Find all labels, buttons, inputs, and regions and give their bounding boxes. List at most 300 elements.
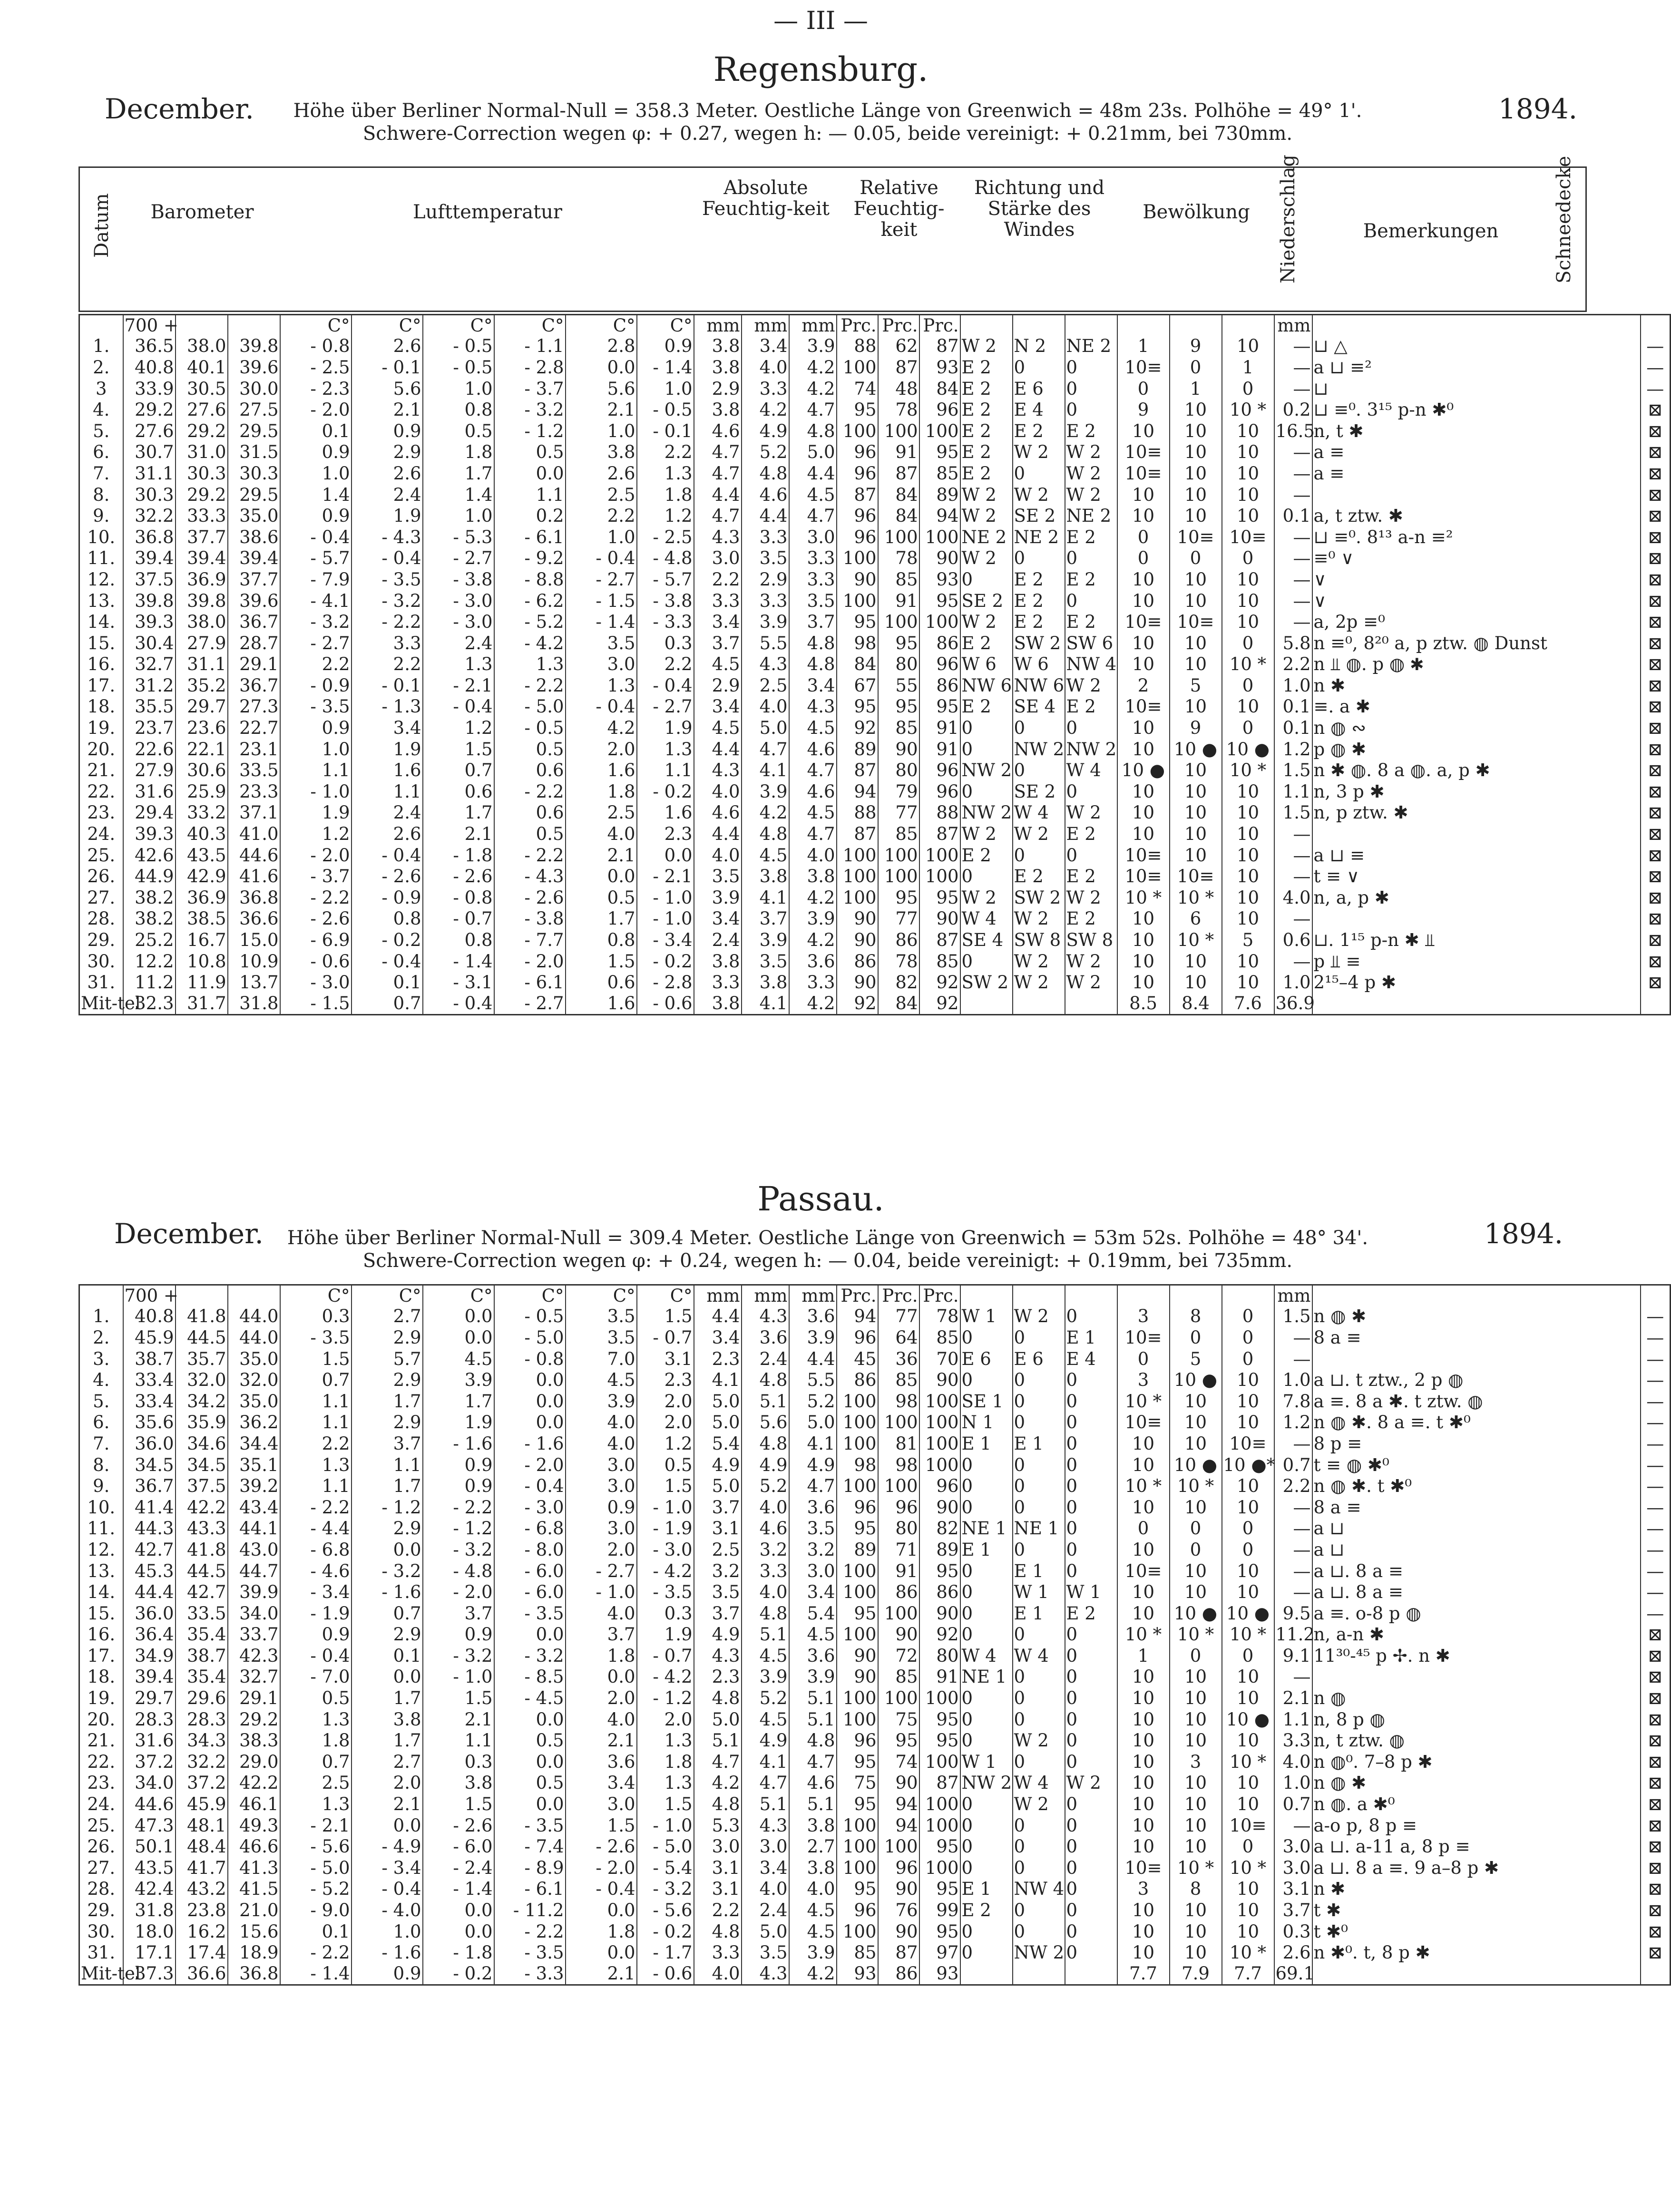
table-cell: 93 [837,1964,878,1985]
table-cell: 100 [878,1476,919,1497]
table-cell: — [1274,1666,1312,1688]
table-cell: p ⫫ ≡ [1312,951,1641,972]
table-cell: - 2.2 [494,781,566,803]
table-cell: 30.7 [123,442,176,463]
table-cell: 4.6 [789,1773,837,1794]
table-cell: 0 [1065,1666,1117,1688]
data-table-regensburg [78,314,1671,1015]
table-cell: 10 [1117,1454,1170,1476]
table-cell: 31.5 [228,442,280,463]
table-cell: 1.0 [280,463,352,485]
table-cell: 77 [878,1306,919,1327]
table-cell: 0 [1065,1518,1117,1540]
table-cell: 95 [878,887,919,909]
table-cell: E 6 [1013,1348,1065,1370]
table-cell: - 3.2 [280,612,352,633]
table-cell: 96 [878,1858,919,1879]
table-cell: 5.0 [694,1412,742,1433]
table-cell: 10 ● [1117,760,1170,781]
table-cell: 3.8 [742,972,789,994]
table-cell: 28.3 [123,1709,176,1730]
table-cell: 41.8 [176,1306,228,1327]
table-cell: 10.8 [176,951,228,972]
table-cell: E 2 [960,357,1013,379]
table-cell: 1.1 [423,1730,494,1752]
table-cell: 4.2 [789,994,837,1015]
table-cell: E 2 [960,845,1013,866]
table-row [79,1666,1671,1688]
table-cell: 33.4 [123,1391,176,1412]
table-cell: - 1.4 [566,612,637,633]
table-cell: 10 [1117,908,1170,930]
table-cell: E 2 [960,420,1013,442]
table-cell: 90 [878,1879,919,1900]
table-cell: 34.0 [228,1603,280,1624]
table-cell: 2. [79,357,123,379]
table-cell: 1.9 [352,506,423,527]
table-cell: 10 [1170,1391,1222,1412]
table-cell: - 3.8 [637,590,694,612]
table-cell: - 1.2 [352,1497,423,1518]
table-cell: 4.7 [789,400,837,421]
table-cell: 35.4 [176,1624,228,1646]
table-cell: - 4.2 [494,633,566,654]
table-cell: 87 [878,357,919,379]
table-cell: 43.5 [123,1858,176,1879]
table-cell: 48.1 [176,1815,228,1836]
table-row [79,336,1671,357]
table-cell: 10 [1170,1497,1222,1518]
table-cell: SW 2 [960,972,1013,994]
table-cell: 44.0 [228,1306,280,1327]
table-cell: W 2 [1065,972,1117,994]
table-cell [1222,315,1274,336]
table-cell: ⊠ [1641,1624,1671,1646]
table-cell: 7.7 [1117,1964,1170,1985]
table-cell: - 6.2 [494,590,566,612]
table-cell: 3.5 [566,633,637,654]
table-cell: 10 * [1170,887,1222,909]
table-cell: 45.9 [123,1327,176,1349]
table-cell: 4.0 [694,1964,742,1985]
table-cell: 2.4 [423,633,494,654]
table-cell: 100 [837,420,878,442]
header-bemerkungen: Bemerkungen [1363,220,1499,242]
table-cell: - 5.0 [280,1858,352,1879]
table-cell: 40.3 [176,824,228,845]
table-cell: 100 [919,612,960,633]
table-cell: 82 [919,1518,960,1540]
table-cell: 1.8 [566,1921,637,1942]
table-cell: 1.3 [494,654,566,675]
table-cell: SW 8 [1065,930,1117,951]
table-cell: 41.3 [228,1858,280,1879]
table-cell: 3.8 [742,866,789,887]
table-cell: - 1.4 [280,1964,352,1985]
table-cell: 36 [878,1348,919,1370]
table-cell: - 2.7 [566,569,637,591]
table-cell: 4.7 [694,1752,742,1773]
table-row [79,1921,1671,1942]
table-cell: 90 [919,908,960,930]
table-cell: 0.9 [423,1624,494,1646]
table-cell: 700 + [123,315,176,336]
table-cell: - 2.6 [423,866,494,887]
table-cell: 3.4 [566,1773,637,1794]
table-cell: 1.3 [280,1454,352,1476]
table-cell: 2.2 [637,442,694,463]
table-row [79,739,1671,760]
table-cell: — [1641,357,1671,379]
table-cell: 0.0 [423,1327,494,1349]
table-cell: 10 * [1117,1391,1170,1412]
table-cell: - 0.7 [637,1646,694,1667]
table-cell: ⊠ [1641,1836,1671,1858]
table-cell: 4.1 [742,760,789,781]
table-cell: 7.7 [1222,1964,1274,1985]
table-cell: a ⊔ [1312,1540,1641,1561]
table-cell: - 4.2 [637,1560,694,1582]
table-cell: 0.9 [423,1476,494,1497]
table-cell: 3.7 [694,1497,742,1518]
table-cell: 0.2 [494,506,566,527]
table-cell: ⊠ [1641,1709,1671,1730]
table-cell: — [1641,1412,1671,1433]
table-cell: 3.1 [694,1879,742,1900]
table-cell: 31.7 [176,994,228,1015]
table-cell: 1.8 [637,1752,694,1773]
table-cell: 0.5 [566,887,637,909]
table-cell: - 0.2 [637,951,694,972]
table-row [79,1836,1671,1858]
table-cell: — [1274,569,1312,591]
table-cell: mm [789,1285,837,1306]
table-cell: 47.3 [123,1815,176,1836]
table-cell: 43.3 [176,1518,228,1540]
table-cell: 1.6 [566,760,637,781]
table-cell: 0.0 [423,1306,494,1327]
table-cell: 3.3 [694,590,742,612]
table-cell: SW 2 [1013,887,1065,909]
table-cell: 95 [919,442,960,463]
table-cell: 10 [1222,887,1274,909]
table-cell: 0 [960,1497,1013,1518]
table-cell: - 0.8 [494,1348,566,1370]
table-cell: 0 [1065,548,1117,569]
table-cell: E 2 [960,463,1013,485]
table-cell: 2.9 [742,569,789,591]
table-cell: 3.3 [789,569,837,591]
table-cell: 4.2 [742,400,789,421]
table-cell: 41.4 [123,1497,176,1518]
table-cell: - 0.1 [637,420,694,442]
table-cell: - 0.4 [423,994,494,1015]
table-cell: 32.7 [228,1666,280,1688]
table-cell: 0 [960,1836,1013,1858]
table-cell: 22.6 [123,739,176,760]
table-cell: 91 [878,442,919,463]
table-cell: 4.3 [694,760,742,781]
table-cell: 36.0 [123,1603,176,1624]
table-cell: 17.4 [176,1942,228,1964]
table-cell: a ⊔ [1312,1518,1641,1540]
table-cell: 88 [837,802,878,824]
table-cell: — [1274,590,1312,612]
table-cell: 10 [1222,1879,1274,1900]
table-cell: NW 2 [1013,1942,1065,1964]
table-cell [1312,1348,1641,1370]
table-cell: 3.0 [694,1836,742,1858]
table-row [79,908,1671,930]
table-cell: 0.1 [1274,718,1312,739]
table-cell: 10 [1222,696,1274,718]
table-cell: W 6 [960,654,1013,675]
table-cell: 24. [79,824,123,845]
table-cell: - 6.1 [494,526,566,548]
table-cell: E 1 [1013,1603,1065,1624]
table-cell: 3.9 [742,612,789,633]
table-cell [1170,1285,1222,1306]
table-cell [1117,1285,1170,1306]
table-cell [79,1285,123,1306]
table-cell: 10 [1222,420,1274,442]
table-cell: SE 4 [1013,696,1065,718]
table-cell: 0 [1065,1454,1117,1476]
table-cell: 0 [960,569,1013,591]
table-cell: 90 [919,1497,960,1518]
table-cell: 29.5 [228,420,280,442]
table-row [79,930,1671,951]
table-row [79,612,1671,633]
table-cell: 0.0 [352,1540,423,1561]
table-cell: 5.0 [694,1391,742,1412]
table-cell: 0 [1065,590,1117,612]
table-cell: 10 [1170,1560,1222,1582]
table-cell: 5.2 [742,1476,789,1497]
table-cell: C° [423,315,494,336]
table-cell: ⊠ [1641,590,1671,612]
table-cell: 0 [1222,1540,1274,1561]
table-cell: 91 [919,739,960,760]
table-cell: 4.7 [789,1752,837,1773]
table-cell: 13. [79,590,123,612]
table-cell: 93 [919,569,960,591]
table-cell: - 2.7 [637,696,694,718]
table-cell: 10 [1170,802,1222,824]
table-cell: 1.5 [423,1794,494,1815]
table-cell: NW 6 [960,675,1013,697]
table-cell: 95 [878,633,919,654]
table-cell: ⊠ [1641,1858,1671,1879]
table-cell: - 1.0 [637,908,694,930]
table-cell: 0 [1013,845,1065,866]
table-cell: - 3.4 [352,1858,423,1879]
table-cell: - 3.0 [423,612,494,633]
table-cell: 100 [878,1688,919,1709]
table-cell: 25. [79,845,123,866]
table-cell: 10 [1222,336,1274,357]
table-cell: 41.5 [228,1879,280,1900]
table-row [79,1497,1671,1518]
table-row [79,1624,1671,1646]
table-row [79,802,1671,824]
table-cell: - 2.2 [352,612,423,633]
table-cell: 10 [1117,420,1170,442]
table-row [79,1370,1671,1391]
table-cell: - 0.6 [637,994,694,1015]
table-cell: 3 [1117,1879,1170,1900]
table-cell: ⊠ [1641,845,1671,866]
table-cell: 0 [1222,718,1274,739]
table-row [79,760,1671,781]
table-cell: - 3.2 [423,1540,494,1561]
table-cell: — [1274,1348,1312,1370]
table-cell: 13. [79,1560,123,1582]
table-cell: 3.3 [789,972,837,994]
table-cell: 35.2 [176,675,228,697]
table-cell: 2.0 [566,1688,637,1709]
table-cell: - 3.8 [423,569,494,591]
table-cell: 0 [1222,378,1274,400]
table-cell: NW 2 [960,1773,1013,1794]
table-cell: 10 [1170,1582,1222,1603]
table-cell: W 1 [1013,1582,1065,1603]
table-cell: — [1274,1327,1312,1349]
table-cell: 4.8 [694,1794,742,1815]
table-cell: 3.5 [566,1306,637,1327]
table-cell: - 4.3 [494,866,566,887]
table-cell: 41.0 [228,824,280,845]
table-cell: 69.1 [1274,1964,1312,1985]
table-cell: 0 [1013,463,1065,485]
table-cell: 96 [837,442,878,463]
table-cell: 4.8 [694,1921,742,1942]
table-cell: 4.7 [789,1476,837,1497]
table-cell: 42.6 [123,845,176,866]
table-cell: 0.8 [423,930,494,951]
table-cell: 6. [79,442,123,463]
table-cell: 4.0 [742,1879,789,1900]
table-cell: 5.1 [742,1794,789,1815]
table-cell: W 4 [960,1646,1013,1667]
table-cell: - 4.8 [423,1560,494,1582]
table-cell: 0.0 [566,1942,637,1964]
table-cell: n ◍ ✱ [1312,1306,1641,1327]
table-cell: 96 [919,1476,960,1497]
table-cell: 10 [1170,1730,1222,1752]
table-cell: W 1 [960,1306,1013,1327]
table-cell: 3.9 [789,908,837,930]
table-cell: - 4.4 [280,1518,352,1540]
table-row [79,845,1671,866]
table-cell: 85 [878,1666,919,1688]
station-info-line2: Schwere-Correction wegen φ: + 0.27, wegen h: — 0.05, beide vereinigt: + 0.21mm, bei 730mm. [362,123,1293,145]
table-cell: 1.0 [637,378,694,400]
table-cell: n ≡⁰, 8²⁰ a, p ztw. ◍ Dunst [1312,633,1641,654]
table-cell: 28. [79,1879,123,1900]
table-cell: 0 [1170,1518,1222,1540]
table-cell: NE 2 [1065,506,1117,527]
table-cell: 700 + [123,1285,176,1306]
table-row [79,1709,1671,1730]
table-cell: 3.6 [789,951,837,972]
table-cell: - 3.2 [494,400,566,421]
table-cell: ≡⁰ ∨ [1312,548,1641,569]
table-cell: 3.1 [637,1348,694,1370]
table-cell: 42.7 [123,1540,176,1561]
table-cell: - 1.0 [566,1582,637,1603]
table-cell: 46.6 [228,1836,280,1858]
table-cell: - 1.8 [423,1942,494,1964]
table-cell: 10 [1117,781,1170,803]
table-cell: 1 [1117,336,1170,357]
table-cell: 96 [878,1497,919,1518]
table-cell: 34.3 [176,1730,228,1752]
table-cell: - 1.7 [637,1942,694,1964]
table-cell: 10 [1117,930,1170,951]
table-cell: 95 [919,1836,960,1858]
table-cell: 33.2 [176,802,228,824]
table-cell: 10≡ [1117,1858,1170,1879]
table-cell: 1.8 [566,781,637,803]
table-cell: W 2 [1013,1730,1065,1752]
table-cell: 4.0 [742,1497,789,1518]
table-cell: 3.1 [1274,1879,1312,1900]
table-cell: E 2 [960,696,1013,718]
table-cell [1641,1964,1671,1985]
table-cell: 5.0 [694,1709,742,1730]
table-cell: 14. [79,612,123,633]
table-cell: - 1.0 [637,1497,694,1518]
table-cell: 2.3 [637,824,694,845]
table-cell: 10 [1117,590,1170,612]
table-cell: 0 [960,1476,1013,1497]
table-cell: 100 [919,1412,960,1433]
table-cell: 4.7 [742,739,789,760]
table-cell: 2.0 [637,1412,694,1433]
table-cell: E 2 [1013,866,1065,887]
table-cell: 96 [919,654,960,675]
table-cell: ⊠ [1641,972,1671,994]
table-cell: - 4.0 [352,1900,423,1921]
table-cell: mm [694,1285,742,1306]
table-cell: W 2 [960,824,1013,845]
table-cell: - 2.6 [280,908,352,930]
table-cell: 0 [1065,1709,1117,1730]
table-cell: — [1641,1476,1671,1497]
table-cell: 37.5 [123,569,176,591]
table-cell: 100 [919,1752,960,1773]
table-cell: 0 [1013,1858,1065,1879]
table-cell: ⊠ [1641,1815,1671,1836]
table-cell: 3.7 [742,908,789,930]
table-cell: 4.0 [789,845,837,866]
table-cell: SE 4 [960,930,1013,951]
table-cell: 100 [919,420,960,442]
table-cell: 80 [878,654,919,675]
table-cell: - 3.5 [637,1582,694,1603]
table-cell: 27.5 [228,400,280,421]
table-cell: 0.9 [280,442,352,463]
table-row [79,1518,1671,1540]
table-cell: 0.0 [423,1900,494,1921]
table-cell: 4.5 [789,1624,837,1646]
table-cell: 4.3 [742,1306,789,1327]
table-cell [176,315,228,336]
table-cell: 0 [1065,357,1117,379]
table-cell: ⊠ [1641,654,1671,675]
table-cell: 10 [1222,908,1274,930]
